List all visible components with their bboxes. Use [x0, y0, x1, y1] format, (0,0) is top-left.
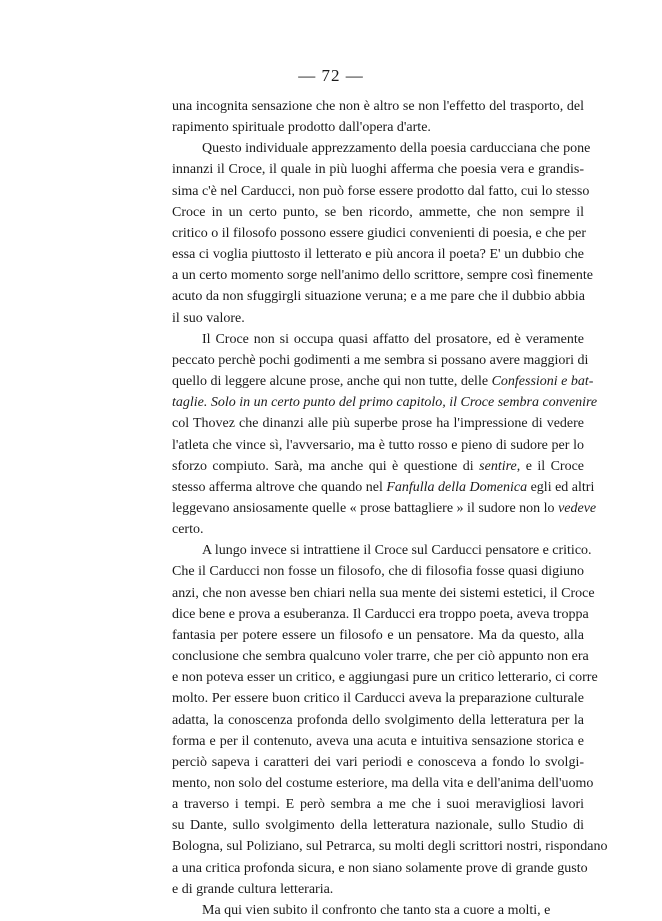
- text-line: [172, 815, 584, 836]
- text-line: [172, 435, 584, 456]
- text-segment: forma e per il contenuto, aveva una acuta e intuitiva sensazione storica e: [172, 733, 584, 749]
- text-line: [172, 202, 584, 223]
- text-segment: a traverso i tempi. E però sembra a me che i suoi meravigliosi lavori: [172, 797, 584, 813]
- page-number: — 72 —: [298, 66, 364, 85]
- text-segment: una incognita sensazione che non è altro se non l'effetto del trasporto, del: [172, 99, 584, 114]
- text-line: [172, 900, 584, 921]
- text-segment: Questo individuale apprezzamento della poesia carducciana che pone: [202, 141, 591, 157]
- text-segment: critico o il filosofo possono essere giudici convenienti di poesia, e che per: [172, 225, 587, 241]
- text-segment: il suo valore.: [172, 310, 245, 326]
- text-line: [172, 498, 597, 519]
- text-segment: adatta, la conoscenza profonda dello svolgimento della letteratura per la: [172, 712, 584, 728]
- text-segment: Ma qui vien subito il confronto che tanto sta a cuore a molti, e: [202, 902, 551, 918]
- text-segment: leggevano ansiosamente quelle « prose battagliere » il sudore non lo: [172, 500, 559, 516]
- text-line: [172, 710, 584, 731]
- italic-title: . Solo in un certo punto del primo capitolo, il Croce sembra convenire: [203, 395, 598, 411]
- text-segment: sima c'è nel Carducci, non può forse essere prodotto dal fatto, cui lo stesso: [172, 183, 590, 199]
- text-line: [172, 286, 584, 307]
- text-segment: sforzo compiuto. Sarà, ma anche qui è questione di: [172, 458, 480, 474]
- text-segment: certo.: [172, 522, 204, 538]
- text-segment: , e il Croce: [516, 458, 585, 474]
- text-segment: col Thovez che dinanzi alle più superbe prose ha l'impressione di vedere: [172, 416, 584, 432]
- text-segment: conclusione che sembra qualcuno voler trarre, che per ciò appunto non era: [172, 649, 589, 665]
- italic-title: sentire: [479, 458, 517, 474]
- text-segment: stesso afferma altrove che quando nel: [172, 479, 387, 495]
- text-segment: egli ed altri: [527, 479, 595, 495]
- text-line: [172, 688, 584, 709]
- text-segment: anzi, che non avesse ben chiari nella sua mente dei sistemi estetici, il Croce: [172, 585, 595, 601]
- text-line: [172, 625, 584, 646]
- text-segment: Il Croce non si occupa quasi affatto del prosatore, ed è veramente: [202, 331, 584, 347]
- text-segment: e non poteva esser un critico, e aggiungasi pure un critico letterario, ci corre: [172, 670, 598, 686]
- paragraph: [172, 900, 584, 921]
- text-line: [172, 138, 591, 159]
- italic-title: Fanfulla della Domenica: [386, 479, 528, 495]
- text-line: [172, 646, 589, 667]
- text-line: [172, 731, 584, 752]
- text-segment: Che il Carducci non fosse un filosofo, che di filosofia fosse quasi digiuno: [172, 564, 584, 580]
- text-segment: e di grande cultura letteraria.: [172, 881, 334, 897]
- paragraph: [172, 329, 598, 541]
- text-segment: acuto da non sfuggirgli situazione veruna; e a me pare che il dubbio abbia: [172, 289, 585, 305]
- paragraph: [172, 138, 593, 328]
- text-segment: Bologna, sul Poliziano, sul Petrarca, su molti degli scrittori nostri, rispondano: [172, 839, 608, 855]
- text-segment: peccato perchè pochi godimenti a me sembra si possano avere maggiori di: [172, 352, 589, 368]
- text-line: [172, 794, 584, 815]
- text-line: [172, 540, 592, 561]
- paragraph: [172, 540, 608, 900]
- text-segment: dice bene e prova a esuberanza. Il Carducci era troppo poeta, aveva troppa: [172, 606, 589, 622]
- text-segment: l'atleta che vince sì, l'avversario, ma è tutto rosso e pieno di sudore per lo: [172, 437, 584, 453]
- text-segment: rapimento spirituale prodotto dall'opera d'arte.: [172, 120, 431, 136]
- text-line: [172, 561, 584, 582]
- text-line: [172, 413, 584, 434]
- text-segment: perciò sapeva i caratteri dei vari periodi e conosceva a fondo lo svolgi-: [172, 754, 584, 770]
- italic-title: vedeve: [558, 500, 597, 516]
- text-line: [172, 667, 598, 688]
- text-line: [172, 858, 588, 879]
- text-segment: su Dante, sullo svolgimento della letteratura nazionale, sullo Studio di: [172, 818, 584, 834]
- text-segment: mento, non solo del costume esteriore, ma della vita e dell'anima dell'uomo: [172, 776, 594, 791]
- text-line: [172, 181, 590, 202]
- text-segment: a una critica profonda sicura, e non siano solamente prove di grande gusto: [172, 860, 588, 876]
- text-line: [172, 392, 598, 413]
- text-segment: a un certo momento sorge nell'animo dello scrittore, sempre così finemente: [172, 268, 593, 284]
- text-line: [172, 265, 593, 286]
- text-line: [172, 308, 584, 329]
- text-segment: molto. Per essere buon critico il Carducci aveva la preparazione culturale: [172, 691, 584, 707]
- text-line: [172, 329, 584, 350]
- text-segment: innanzi il Croce, il quale in più luoghi afferma che poesia vera e grandis-: [172, 162, 584, 178]
- text-line: [172, 583, 595, 604]
- text-line: [172, 752, 584, 773]
- text-segment: A lungo invece si intrattiene il Croce sul Carducci pensatore e critico.: [202, 543, 592, 559]
- italic-title: Confessioni e bat-: [491, 374, 594, 390]
- text-line: [172, 96, 584, 117]
- text-line: [172, 159, 584, 180]
- text-body: [172, 96, 608, 921]
- text-line: [172, 456, 584, 477]
- text-line: [172, 477, 595, 498]
- text-line: [172, 244, 584, 265]
- text-line: [172, 117, 584, 138]
- text-segment: Croce in un certo punto, se ben ricordo, ammette, che non sempre il: [172, 204, 584, 220]
- text-line: [172, 879, 584, 900]
- text-line: [172, 519, 584, 540]
- paragraph: [172, 96, 584, 138]
- text-line: [172, 836, 608, 857]
- text-segment: essa ci voglia piuttosto il letterato e più ancora il poeta? E' un dubbio che: [172, 247, 584, 263]
- text-line: [172, 350, 589, 371]
- text-line: [172, 773, 594, 794]
- italic-title: taglie: [172, 395, 204, 411]
- text-line: [172, 371, 594, 392]
- text-segment: fantasia per potere essere un filosofo e un pensatore. Ma da questo, alla: [172, 627, 584, 643]
- text-segment: quello di leggere alcune prose, anche qui non tutte, delle: [172, 374, 492, 390]
- text-line: [172, 223, 587, 244]
- text-line: [172, 604, 589, 625]
